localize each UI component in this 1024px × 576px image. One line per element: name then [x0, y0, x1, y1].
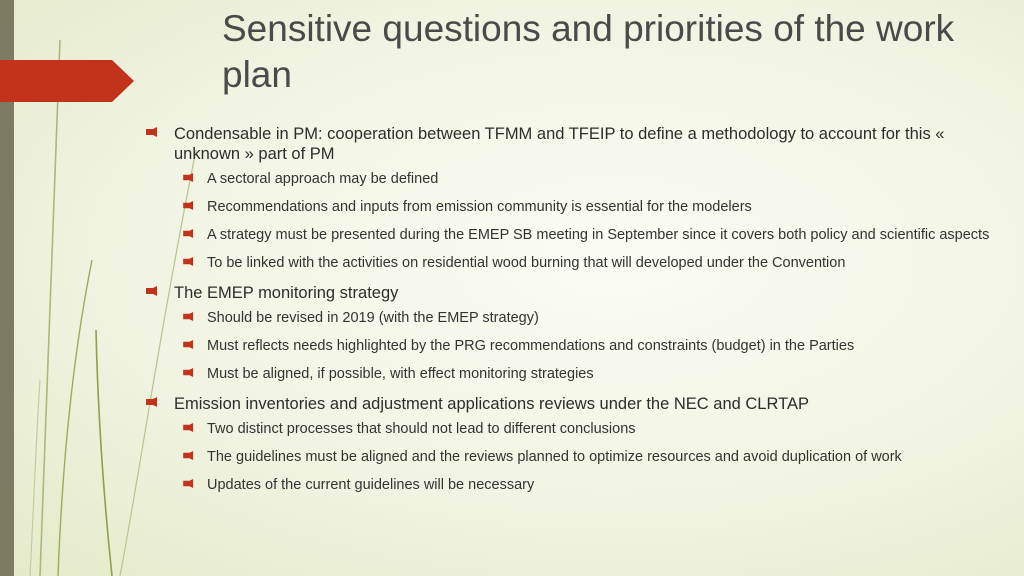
bullet-icon	[183, 479, 197, 493]
bullet-icon	[183, 312, 197, 326]
bullet-text: Condensable in PM: cooperation between TFMM and TFEIP to define a methodology to account for this « unknown » part of PM	[174, 125, 945, 163]
sub-bullet-text: A sectoral approach may be defined	[207, 171, 439, 187]
sub-bullet-item	[146, 171, 1006, 188]
bullet-icon	[183, 257, 197, 271]
sub-bullet-item	[146, 227, 1006, 244]
sub-bullet-item	[146, 449, 1006, 466]
sub-bullet-item	[146, 421, 1006, 438]
bullet-item	[146, 394, 1006, 414]
bullet-icon	[183, 201, 197, 215]
sub-bullet-item	[146, 199, 1006, 216]
title-accent-arrow	[0, 60, 134, 102]
sub-bullet-text: The guidelines must be aligned and the reviews planned to optimize resources and avoid duplication of work	[207, 449, 902, 465]
sub-bullet-text: Two distinct processes that should not lead to different conclusions	[207, 421, 636, 437]
sub-bullet-item	[146, 477, 1006, 494]
bullet-icon	[146, 286, 160, 300]
sub-bullet-item	[146, 310, 1006, 327]
bullet-text: The EMEP monitoring strategy	[174, 284, 399, 302]
sub-bullet-item	[146, 366, 1006, 383]
sub-bullet-text: To be linked with the activities on residential wood burning that will developed under the Convention	[207, 255, 846, 271]
sub-bullet-text: Updates of the current guidelines will be necessary	[207, 477, 535, 493]
bullet-icon	[146, 397, 160, 411]
bullet-icon	[183, 368, 197, 382]
sub-bullet-item	[146, 338, 1006, 355]
sub-bullet-text: Must reflects needs highlighted by the PRG recommendations and constraints (budget) in the Parties	[207, 338, 855, 354]
bullet-icon	[183, 423, 197, 437]
sub-bullet-text: Should be revised in 2019 (with the EMEP strategy)	[207, 310, 539, 326]
sub-bullet-text: Must be aligned, if possible, with effect monitoring strategies	[207, 366, 594, 382]
sub-bullet-text: A strategy must be presented during the EMEP SB meeting in September since it covers both policy and scientific aspects	[207, 227, 990, 243]
sub-bullet-text: Recommendations and inputs from emission community is essential for the modelers	[207, 199, 752, 215]
slide-title: Sensitive questions and priorities of the work plan	[222, 8, 955, 95]
bullet-item	[146, 124, 1006, 164]
bullet-list	[146, 124, 1006, 505]
bullet-text: Emission inventories and adjustment applications reviews under the NEC and CLRTAP	[174, 395, 809, 413]
bullet-icon	[183, 340, 197, 354]
bullet-item	[146, 283, 1006, 303]
bullet-icon	[183, 173, 197, 187]
bullet-icon	[183, 451, 197, 465]
sub-bullet-item	[146, 255, 1006, 272]
bullet-icon	[146, 127, 160, 141]
bullet-icon	[183, 229, 197, 243]
